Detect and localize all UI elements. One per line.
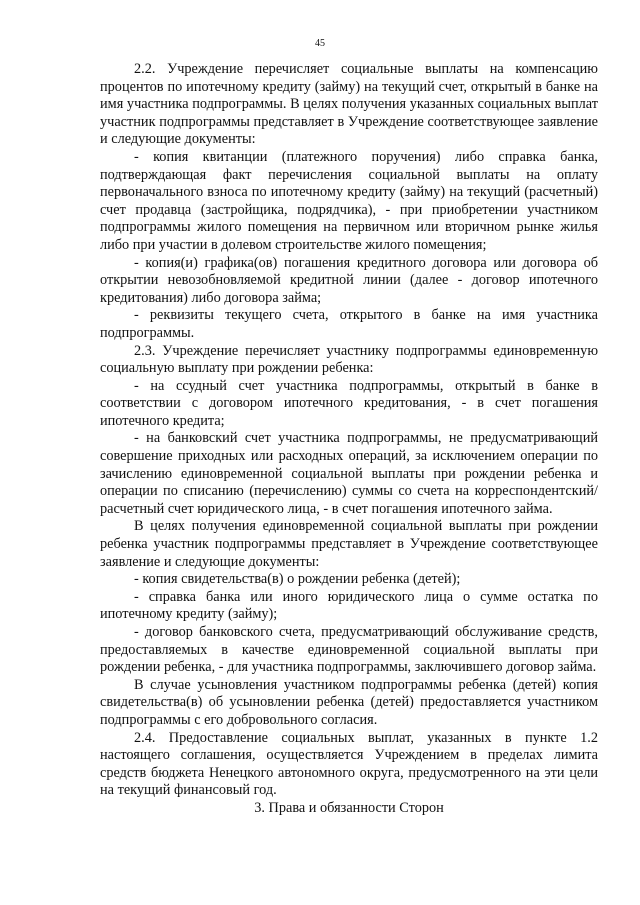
section-heading: 3. Права и обязанности Сторон xyxy=(254,799,444,816)
paragraph-2-4: 2.4. Предоставление социальных выплат, указанных в пункте 1.2 настоящего соглашения, осуществляется Учреждением в пределах лимита средств бюджета Ненецкого автономного округа, предусмотренного на эти цели на текущий финансовый год. xyxy=(100,729,598,799)
page-number: 45 xyxy=(315,38,325,49)
list-item-bank-account: - на банковский счет участника подпрограммы, не предусматривающий совершение приходных или расходных операций, за исключением операции по зачислению единовременной социальной выплаты при рождении ребенка и операции по списанию (перечислению) суммы со счета на корреспондентский/расчетный счет юридического лица, - в счет погашения ипотечного займа. xyxy=(100,430,598,517)
list-item-account-agreement: - договор банковского счета, предусматривающий обслуживание средств, предоставляемых в качестве единовременной социальной выплаты при рождении ребенка, - для участника подпрограммы, заключившего договор займа. xyxy=(100,624,598,676)
list-item-receipt-copy: - копия квитанции (платежного поручения) либо справка банка, подтверждающая факт перечисления социальной выплаты на оплату первоначального взноса по ипотечному кредиту (займу) на текущий (расчетный) счет продавца (застройщика, подрядчика), - при приобретении участником подпрограммы жилого помещения на первичном или вторичном рынке жилья либо при участии в долевом строительстве жилого помещения; xyxy=(100,148,598,253)
list-item-loan-account: - на ссудный счет участника подпрограммы, открытый в банке в соответствии с договором ипотечного кредитования, - в счет погашения ипотечного кредита; xyxy=(100,377,598,429)
list-item-repayment-schedule: - копия(и) графика(ов) погашения кредитного договора или договора об открытии невозобновляемой кредитной линии (далее - договор ипотечного кредитования) либо договора займа; xyxy=(100,254,598,306)
paragraph-adoption: В случае усыновления участником подпрограммы ребенка (детей) копия свидетельства(в) об усыновлении ребенка (детей) предоставляется участником подпрограммы с его добровольного согласия. xyxy=(100,676,598,728)
paragraph-documents-intro: В целях получения единовременной социальной выплаты при рождении ребенка участник подпрограммы представляет в Учреждение соответствующее заявление и следующие документы: xyxy=(100,518,598,570)
list-item-bank-statement: - справка банка или иного юридического лица о сумме остатка по ипотечному кредиту (займу); xyxy=(100,588,598,623)
list-item-account-details: - реквизиты текущего счета, открытого в банке на имя участника подпрограммы. xyxy=(100,307,598,341)
document-body xyxy=(100,61,598,818)
list-item-birth-certificate: - копия свидетельства(в) о рождении ребенка (детей); xyxy=(134,571,461,588)
paragraph-2-3: 2.3. Учреждение перечисляет участнику подпрограммы единовременную социальную выплату при рождении ребенка: xyxy=(100,342,598,377)
paragraph-2-2: 2.2. Учреждение перечисляет социальные выплаты на компенсацию процентов по ипотечному кредиту (займу) на текущий счет, открытый в банке на имя участника подпрограммы. В целях получения указанных социальных выплат участник подпрограммы представляет в Учреждение соответствующее заявление и следующие документы: xyxy=(100,61,598,148)
